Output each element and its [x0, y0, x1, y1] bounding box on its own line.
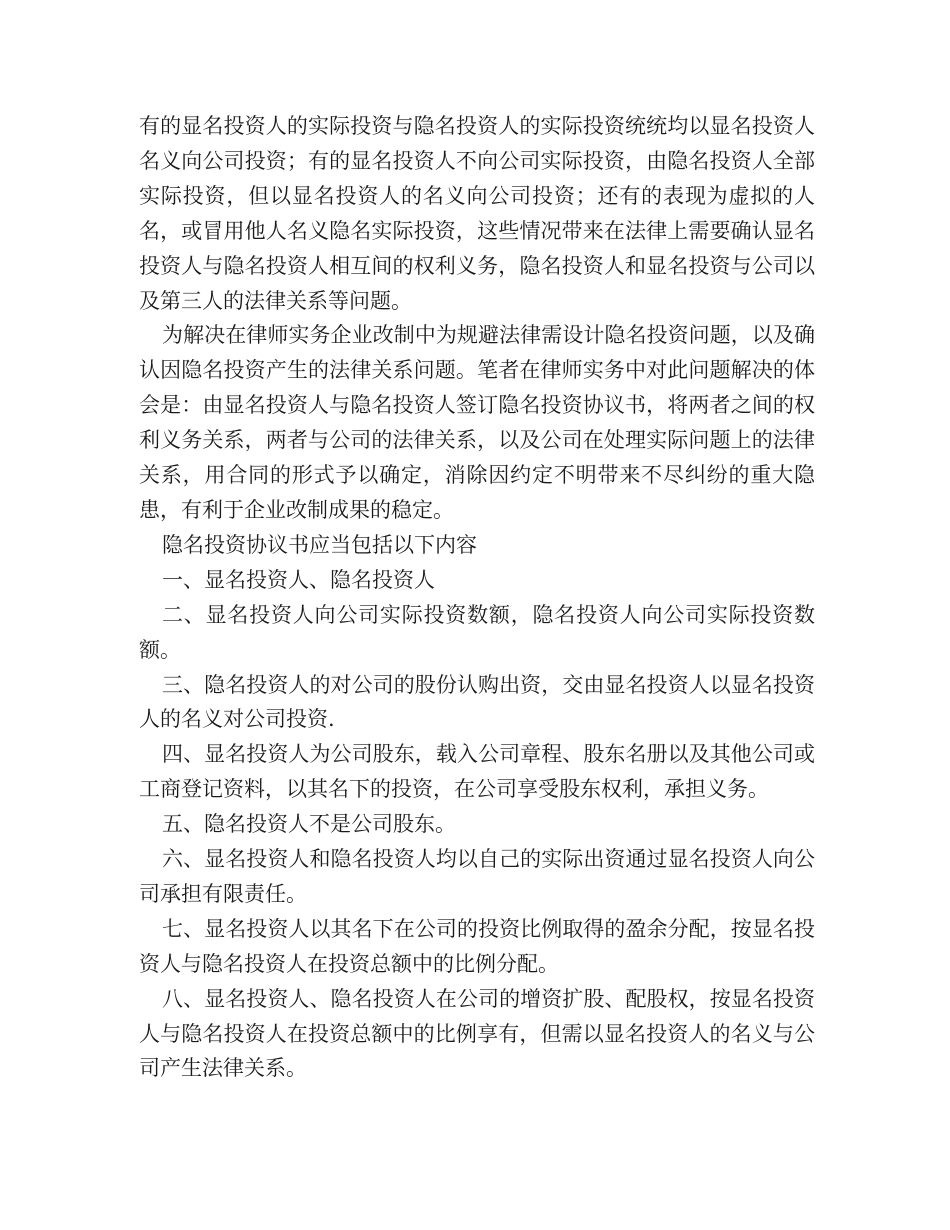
list-item-1: 一、显名投资人、隐名投资人	[162, 567, 435, 592]
list-item-4: 四、显名投资人为公司股东，载入公司章程、股东名册以及其他公司或工商登记资料，以其名下的投资，在公司享受股东权利，承担义务。	[139, 742, 815, 802]
paragraph-intro: 有的显名投资人的实际投资与隐名投资人的实际投资统统均以显名投资人名义向公司投资；有的显名投资人不向公司实际投资，由隐名投资人全部实际投资，但以显名投资人的名义向公司投资；还有的表现为虚拟的人名，或冒用他人名义隐名实际投资，这些情况带来在法律上需要确认显名投资人与隐名投资人相互间的权利义务，隐名投资人和显名投资与公司以及第三人的法律关系等问题。	[139, 114, 815, 313]
list-item-8: 八、显名投资人、隐名投资人在公司的增资扩股、配股权，按显名投资人与隐名投资人在投资总额中的比例享有，但需以显名投资人的名义与公司产生法律关系。	[139, 986, 815, 1081]
list-item-6: 六、显名投资人和隐名投资人均以自己的实际出资通过显名投资人向公司承担有限责任。	[139, 847, 815, 906]
list-item-3: 三、隐名投资人的对公司的股份认购出资，交由显名投资人以显名投资人的名义对公司投资.	[139, 672, 815, 732]
document-body	[139, 109, 815, 1086]
list-item-5: 五、隐名投资人不是公司股东。	[162, 812, 456, 837]
list-item-7: 七、显名投资人以其名下在公司的投资比例取得的盈余分配，按显名投资人与隐名投资人在投资总额中的比例分配。	[139, 916, 815, 976]
list-item-2: 二、显名投资人向公司实际投资数额，隐名投资人向公司实际投资数额。	[139, 602, 815, 662]
paragraph-agreement-heading: 隐名投资协议书应当包括以下内容	[162, 532, 477, 557]
paragraph-solution: 为解决在律师实务企业改制中为规避法律需设计隐名投资问题，以及确认因隐名投资产生的法律关系问题。笔者在律师实务中对此问题解决的体会是：由显名投资人与隐名投资人签订隐名投资协议书，将两者之间的权利义务关系，两者与公司的法律关系，以及公司在处理实际问题上的法律关系，用合同的形式予以确定，消除因约定不明带来不尽纠纷的重大隐患，有利于企业改制成果的稳定。	[139, 323, 815, 522]
